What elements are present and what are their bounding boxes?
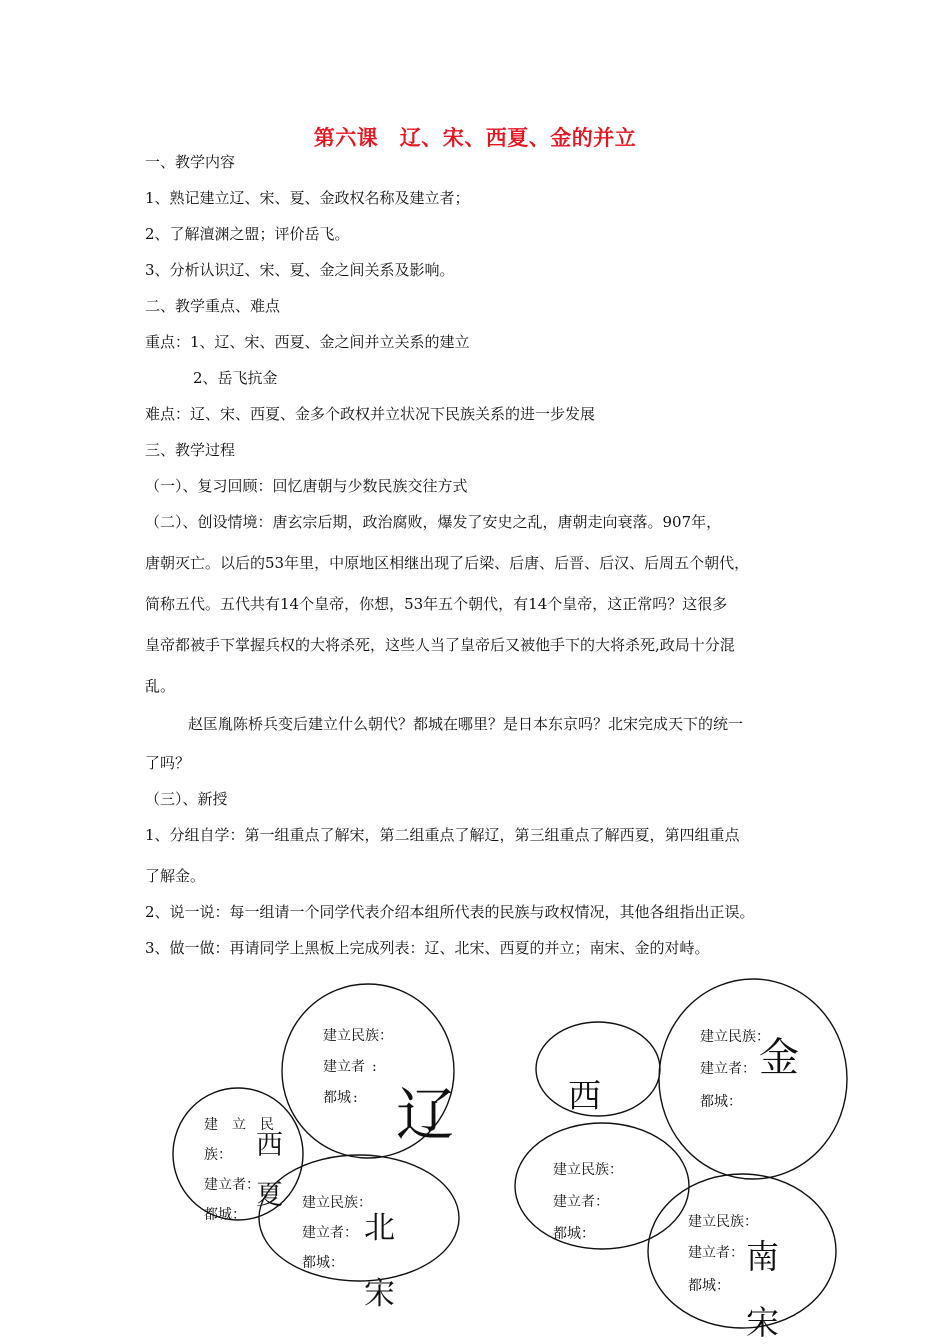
body-line: 了吗？: [145, 754, 191, 772]
group-capital-label: 都城：: [553, 1226, 595, 1242]
liao-founder-label: 建立者: [323, 1059, 365, 1075]
body-line: 赵匡胤陈桥兵变后建立什么朝代？都城在哪里？是日本东京吗？北宋完成天下的统一: [188, 715, 744, 733]
body-line: （三）、新授: [145, 790, 228, 808]
body-line: 3、做一做：再请同学上黑板上完成列表：辽、北宋、西夏的并立；南宋、金的对峙。: [145, 939, 710, 957]
xixia-capital-label: 都城：: [204, 1207, 246, 1223]
page-title: 第六课 辽、宋、西夏、金的并立: [313, 125, 637, 150]
body-line: 二、教学重点、难点: [145, 297, 281, 315]
body-line: 三、教学过程: [145, 441, 236, 459]
xixia-ethnic-label-1: 建 立 民: [204, 1117, 274, 1133]
liao-colon: :: [372, 1059, 377, 1075]
body-line: 2、说一说：每一组请一个同学代表介绍本组所代表的民族与政权情况，其他各组指出正误。: [145, 903, 755, 921]
body-line: 唐朝灭亡。以后的53年里，中原地区相继出现了后梁、后唐、后晋、后汉、后周五个朝代，: [145, 554, 750, 572]
beisong-name-2: 宋: [364, 1276, 395, 1312]
body-line: 重点：1、辽、宋、西夏、金之间并立关系的建立: [145, 333, 470, 351]
nansong-name-1: 南: [746, 1237, 779, 1276]
liao-capital-colon: :: [353, 1090, 358, 1106]
liao-capital-label: 都城: [323, 1090, 351, 1106]
body-line: 1、分组自学：第一组重点了解宋，第二组重点了解辽，第三组重点了解西夏，第四组重点: [145, 826, 740, 844]
body-line: 难点：辽、宋、西夏、金多个政权并立状况下民族关系的进一步发展: [145, 405, 596, 423]
jin-founder-label: 建立者：: [700, 1061, 756, 1077]
nansong-capital-label: 都城：: [688, 1278, 730, 1294]
nansong-ethnic-label: 建立民族：: [688, 1214, 758, 1230]
body-line: 皇帝都被手下掌握兵权的大将杀死，这些人当了皇帝后又被他手下的大将杀死,政局十分混: [145, 636, 735, 654]
body-line: （二）、创设情境：唐玄宗后期，政治腐败，爆发了安史之乱，唐朝走向衰落。907年，: [145, 513, 722, 531]
nansong-founder-label: 建立者：: [688, 1245, 744, 1261]
jin-circle: [659, 979, 847, 1179]
body-line: 一、教学内容: [145, 153, 236, 171]
xi-name: 西: [568, 1076, 601, 1115]
beisong-capital-label: 都城：: [302, 1255, 344, 1271]
nansong-name-2: 宋: [746, 1303, 779, 1342]
body-line: 3、分析认识辽、宋、夏、金之间关系及影响。: [145, 261, 455, 279]
xixia-name-2: 夏: [256, 1180, 283, 1211]
jin-capital-label: 都城：: [700, 1094, 742, 1110]
liao-ethnic-label: 建立民族：: [323, 1028, 393, 1044]
body-line: （一）、复习回顾：回忆唐朝与少数民族交往方式: [145, 477, 468, 495]
group-circle: [515, 1123, 689, 1249]
jin-regime-name: 金: [759, 1035, 799, 1081]
jin-ethnic-label: 建立民族：: [700, 1029, 770, 1045]
xixia-circle: [173, 1088, 303, 1220]
body-line: 了解金。: [145, 867, 206, 885]
beisong-name-1: 北: [364, 1210, 395, 1246]
body-line: 1、熟记建立辽、宋、夏、金政权名称及建立者；: [145, 189, 470, 207]
xixia-name-1: 西: [256, 1130, 283, 1161]
beisong-founder-label: 建立者：: [302, 1225, 358, 1241]
group-ethnic-label: 建立民族：: [553, 1162, 623, 1178]
body-line: 简称五代。五代共有14个皇帝，你想，53年五个朝代，有14个皇帝，这正常吗？这很多: [145, 595, 728, 613]
body-line: 2、岳飞抗金: [193, 369, 278, 387]
xixia-ethnic-label-2: 族：: [204, 1147, 232, 1163]
body-line: 乱。: [145, 677, 176, 695]
body-line: 2、了解澶渊之盟；评价岳飞。: [145, 225, 350, 243]
liao-regime-name: 辽: [396, 1081, 455, 1149]
group-founder-label: 建立者：: [553, 1194, 609, 1210]
beisong-ethnic-label: 建立民族：: [302, 1195, 372, 1211]
beisong-circle: [259, 1155, 459, 1281]
xixia-founder-label: 建立者：: [204, 1177, 260, 1193]
